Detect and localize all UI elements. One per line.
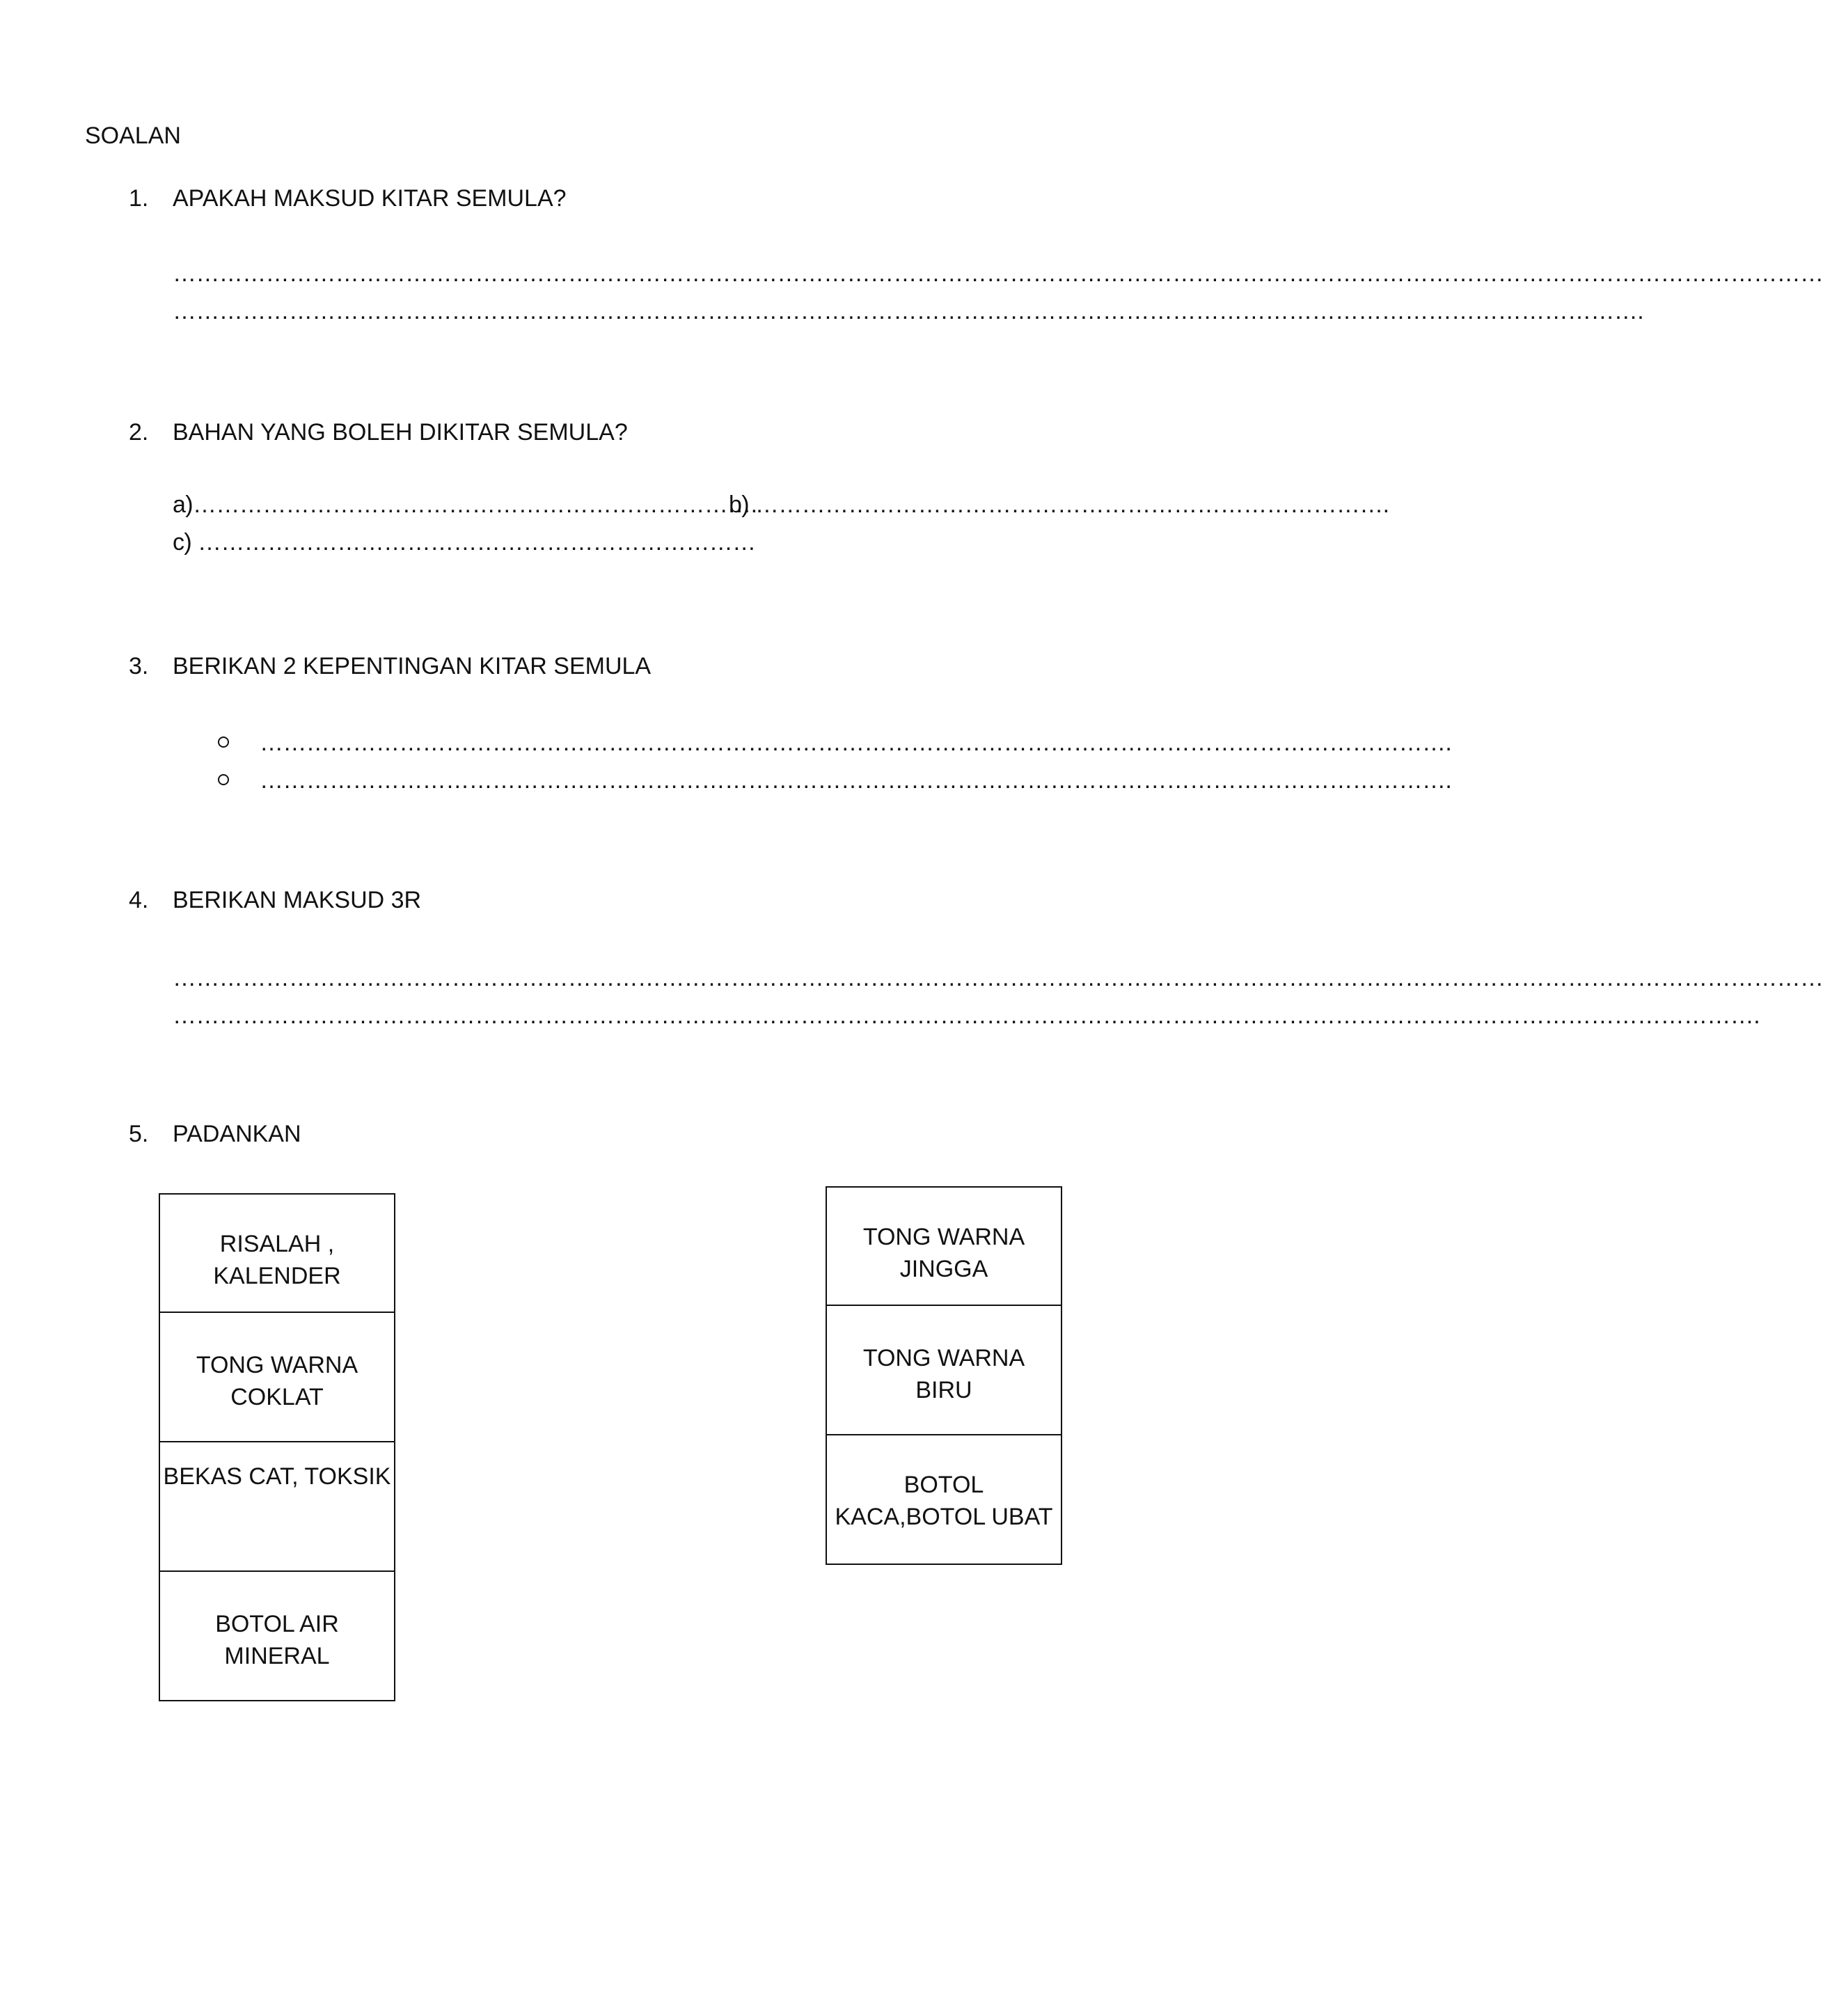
answer-line: ………………………………………………………………………………………………………………………………………………………………………. (173, 298, 1644, 324)
question-3-number: 3. (129, 653, 149, 679)
match-right-cell[interactable] (826, 1186, 1062, 1306)
question-4-number: 4. (129, 887, 149, 913)
cell-line: JINGGA (899, 1256, 988, 1282)
cell-line: COKLAT (230, 1384, 324, 1410)
cell-line: BOTOL (903, 1472, 984, 1498)
question-1-number: 1. (129, 185, 149, 212)
bullet-circle-icon (218, 774, 229, 785)
match-left-column (159, 1193, 395, 1701)
question-2-text: BAHAN YANG BOLEH DIKITAR SEMULA? (173, 419, 628, 446)
bullet-circle-icon (218, 737, 229, 748)
cell-line: KALENDER (213, 1263, 341, 1289)
cell-line: TONG WARNA (862, 1224, 1025, 1250)
question-1-text: APAKAH MAKSUD KITAR SEMULA? (173, 185, 567, 212)
match-right-cell[interactable] (826, 1305, 1062, 1435)
answer-c: c) ……………………………………………………………… (173, 529, 756, 556)
question-5-text: PADANKAN (173, 1121, 301, 1147)
question-5-number: 5. (129, 1121, 149, 1147)
answer-line: …………………………………………………………………………………………………………………………………………………………………………………………… (173, 260, 1823, 287)
question-2-number: 2. (129, 419, 149, 446)
match-left-cell[interactable] (159, 1193, 395, 1313)
cell-line: MINERAL (224, 1643, 330, 1669)
match-right-cell[interactable] (826, 1434, 1062, 1565)
cell-line: BOTOL AIR (215, 1611, 339, 1637)
answer-a: a)………………………………………………………………. (173, 491, 757, 518)
answer-line: …………………………………………………………………………………………………………………………………………………………………………………………… (173, 965, 1823, 991)
answer-line: ……………………………………………………………………………………………………………………………………………………………………………………. (173, 1002, 1760, 1029)
question-3-text: BERIKAN 2 KEPENTINGAN KITAR SEMULA (173, 653, 652, 679)
match-left-cell[interactable] (159, 1312, 395, 1442)
match-left-cell[interactable] (159, 1441, 395, 1572)
cell-line: TONG WARNA (862, 1345, 1025, 1371)
cell-line: TONG WARNA (196, 1352, 358, 1378)
answer-line: ………………………………………………………………………………………………………………………………………. (260, 767, 1452, 794)
answer-line: ………………………………………………………………………………………………………………………………………. (260, 730, 1452, 756)
cell-line: KACA,BOTOL UBAT (835, 1504, 1053, 1530)
cell-line: BIRU (915, 1377, 972, 1403)
page-heading: SOALAN (85, 123, 181, 149)
cell-line: BEKAS CAT, TOKSIK (163, 1463, 391, 1490)
cell-line: RISALAH , (219, 1231, 335, 1257)
question-4-text: BERIKAN MAKSUD 3R (173, 887, 422, 913)
match-left-cell[interactable] (159, 1570, 395, 1701)
match-right-column (826, 1186, 1062, 1565)
answer-b: b) ………………………………………………………………………. (729, 491, 1389, 518)
